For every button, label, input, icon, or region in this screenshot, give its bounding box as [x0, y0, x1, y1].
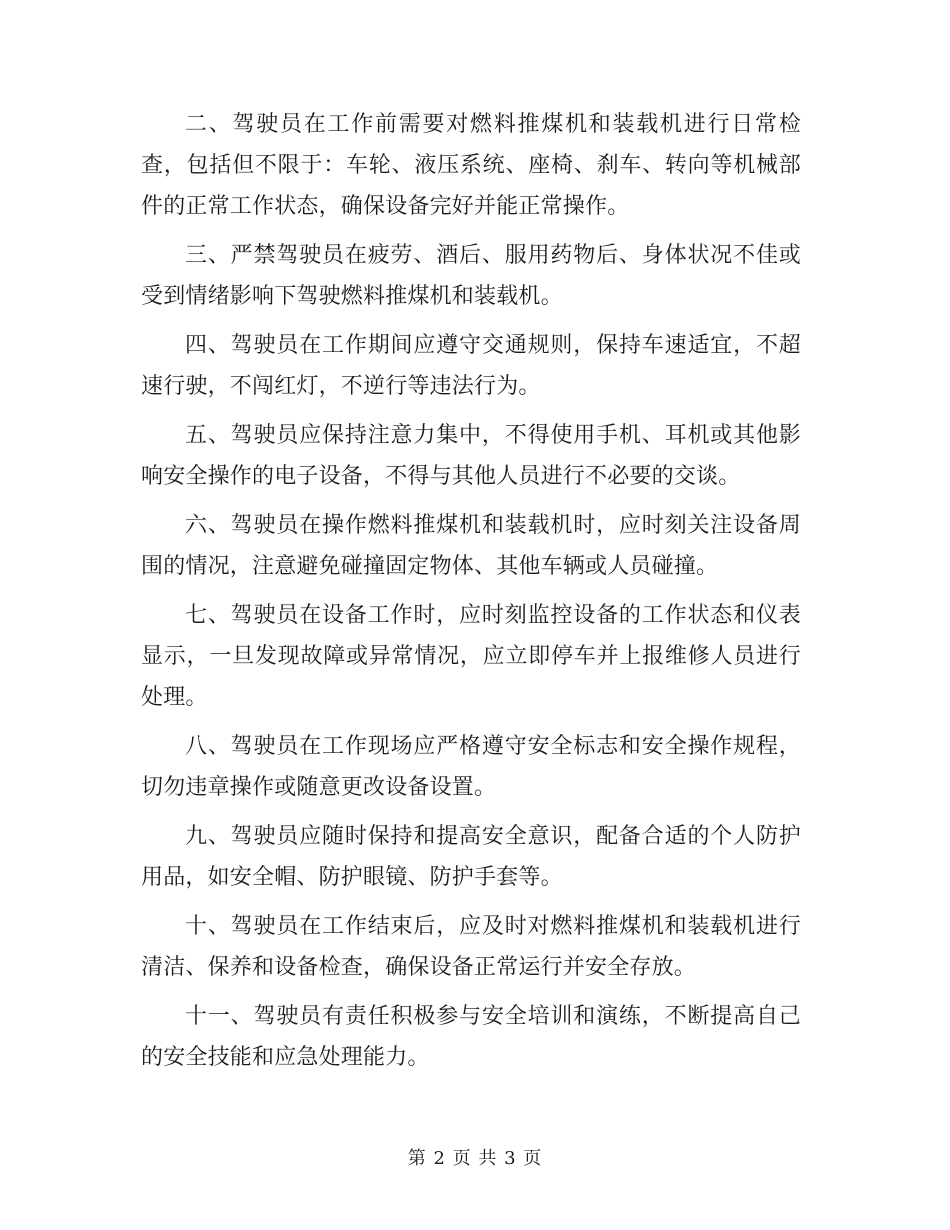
paragraph-7: 七、驾驶员在设备工作时，应时刻监控设备的工作状态和仪表显示，一旦发现故障或异常情况，应立即停车并上报维修人员进行处理。 [141, 603, 801, 710]
paragraph-2: 二、驾驶员在工作前需要对燃料推煤机和装载机进行日常检查，包括但不限于：车轮、液压系统、座椅、刹车、转向等机械部件的正常工作状态，确保设备完好并能正常操作。 [141, 112, 801, 219]
paragraph-10: 十、驾驶员在工作结束后，应及时对燃料推煤机和装载机进行清洁、保养和设备检查，确保设备正常运行并安全存放。 [141, 914, 801, 980]
document-body [141, 104, 801, 1086]
paragraph-4: 四、驾驶员在工作期间应遵守交通规则，保持车速适宜，不超速行驶，不闯红灯，不逆行等违法行为。 [141, 333, 801, 399]
page-number-footer: 第 2 页 共 3 页 [407, 1148, 543, 1169]
paragraph-5: 五、驾驶员应保持注意力集中，不得使用手机、耳机或其他影响安全操作的电子设备，不得与其他人员进行不必要的交谈。 [141, 423, 801, 489]
paragraph-3: 三、严禁驾驶员在疲劳、酒后、服用药物后、身体状况不佳或受到情绪影响下驾驶燃料推煤机和装载机。 [141, 243, 801, 309]
paragraph-11: 十一、驾驶员有责任积极参与安全培训和演练，不断提高自己的安全技能和应急处理能力。 [141, 1004, 801, 1070]
paragraph-9: 九、驾驶员应随时保持和提高安全意识，配备合适的个人防护用品，如安全帽、防护眼镜、防护手套等。 [141, 824, 801, 890]
paragraph-6: 六、驾驶员在操作燃料推煤机和装载机时，应时刻关注设备周围的情况，注意避免碰撞固定物体、其他车辆或人员碰撞。 [141, 513, 801, 579]
paragraph-8: 八、驾驶员在工作现场应严格遵守安全标志和安全操作规程，切勿违章操作或随意更改设备设置。 [141, 734, 801, 800]
